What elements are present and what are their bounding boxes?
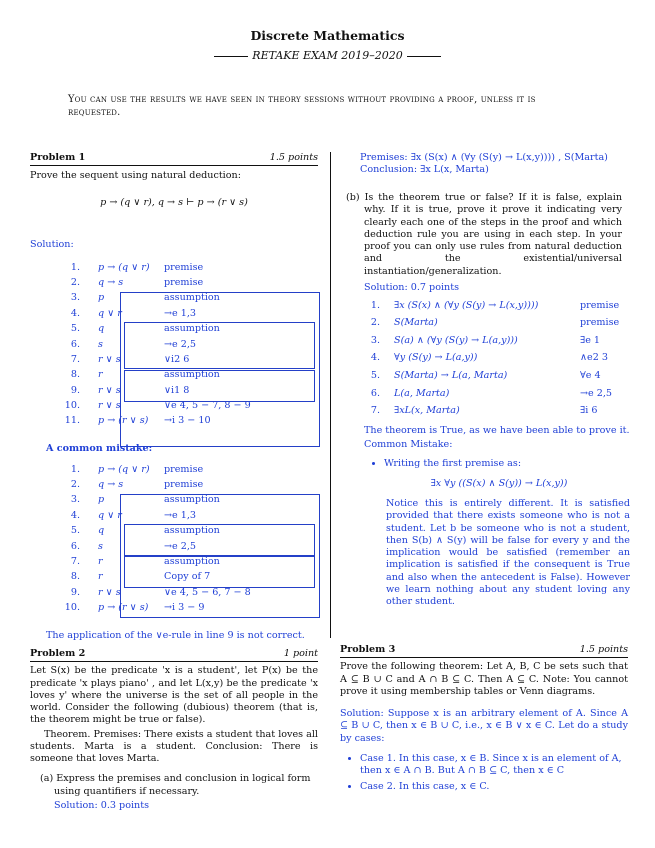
line-number: 3. (70, 292, 80, 304)
proof-row (48, 275, 255, 290)
rule: ∃i 6 (580, 405, 598, 417)
rule: Copy of 7 (164, 571, 211, 583)
line-number: 7. (70, 555, 80, 567)
problem-2-part-a: (a) Express the premises and conclusion in logical form using quantifiers if necessary. (40, 773, 311, 797)
proof-1-case-box-2 (124, 370, 315, 402)
proof-1-case-box-1 (124, 322, 315, 369)
proof-1 (48, 260, 318, 429)
formula: r ∨ s (98, 384, 121, 396)
rule: ∨i1 8 (164, 384, 190, 396)
mistake-note: The application of the ∨e-rule in line 9 is not correct. (46, 630, 305, 641)
formula: q → s (98, 276, 124, 288)
proof-3-table (350, 296, 627, 421)
line-number: 6. (70, 338, 80, 350)
rule: premise (164, 276, 204, 288)
mistake-list (364, 458, 634, 470)
line-number: 7. (370, 405, 380, 417)
rule: ∨e 4, 5 − 7, 8 − 9 (164, 400, 251, 412)
rule: →e 2,5 (580, 387, 613, 399)
problem-2-points: 1 point (283, 648, 318, 659)
formula: p → (r ∨ s) (98, 602, 149, 614)
problem-2-statement: Let S(x) be the predicate 'x is a student', let P(x) be the predicate 'x plays piano' , and let L(x,y) be the predicate 'x loves y' where the universe is the set of all people in the world. Consider the following (dubious) theorem (that is, the theorem might be true or false). (30, 665, 318, 726)
exam-subtitle: RETAKE EXAM 2019–2020 (0, 49, 655, 63)
problem-1-solution-label: Solution: (30, 238, 74, 250)
problem-1 (30, 152, 318, 251)
problem-1-title: Problem 1 (30, 152, 86, 163)
line-number: 2. (370, 317, 380, 329)
proof-row (48, 462, 255, 477)
rule: assumption (164, 323, 220, 335)
problem-3-title: Problem 3 (340, 644, 396, 655)
line-number: 9. (70, 586, 80, 598)
rule: →i 3 − 9 (164, 602, 205, 614)
line-number: 5. (70, 525, 80, 537)
formula: r (98, 571, 103, 583)
rule: assumption (164, 494, 220, 506)
rule: assumption (164, 369, 220, 381)
part-b-question: (b) Is the theorem true or false? If it is false, explain why. If it is true, prove it prove it indicating very clearly each one of the steps in the proof and which deduction rule you are using in each step. In your proof you can only use rules from natural deduction and the existential/universal instantiation/generalization. (346, 192, 622, 277)
case-1: • Case 1. In this case, x ∈ B. Since x is an element of A, then x ∈ A ∩ B. But A ∩ B ⊆ C, then x ∈ C (360, 753, 628, 778)
problem-3-statement: Prove the following theorem: Let A, B, C be sets such that A ⊆ B ∪ C and A ∩ B ⊆ C. Then A ⊆ C. Note: You cannot prove it using membership tables or Venn diagrams. (340, 661, 628, 697)
formula: q ∨ r (98, 307, 122, 319)
rule: →e 1,3 (164, 509, 197, 521)
problem-2-part-b (340, 192, 628, 294)
line-number: 10. (64, 602, 80, 614)
proof-row (48, 260, 255, 275)
formula: S(a) ∧ (∀y (S(y) → L(a,y))) (394, 334, 518, 346)
line-number: 3. (70, 494, 80, 506)
true-note: The theorem is True, as we have been able to prove it. (364, 425, 630, 436)
rule: assumption (164, 292, 220, 304)
problem-2-header (30, 648, 318, 662)
formula: ∀y (S(y) → L(a,y)) (394, 352, 478, 364)
mistake-title: A common mistake: (46, 443, 153, 454)
line-number: 4. (70, 307, 80, 319)
formula: r (98, 555, 103, 567)
line-number: 1. (70, 261, 80, 273)
line-number: 9. (70, 384, 80, 396)
formula: r ∨ s (98, 353, 121, 365)
rule: →e 1,3 (164, 307, 197, 319)
formula: p → (r ∨ s) (98, 415, 149, 427)
formula: q (98, 323, 105, 335)
mistake-explanation: Notice this is entirely different. It is satisfied provided that there exists someone who is not a student. Let b be someone who is not a student, then S(b) ∧ S(y) will be false for every y and the implication would be satisfied (remember an implication is satisfied if the consequent is True and also when the antecedent is False). However we learn nothing about any student loving any other student. (386, 498, 630, 608)
formula: ∃xL(x, Marta) (394, 405, 460, 417)
proof-row (352, 404, 625, 420)
proof-row (352, 386, 625, 402)
line-number: 5. (70, 323, 80, 335)
rule: assumption (164, 555, 220, 567)
common-mistake-label: Common Mistake: (364, 439, 453, 451)
proof-row (352, 368, 625, 384)
line-number: 7. (70, 353, 80, 365)
line-number: 6. (370, 387, 380, 399)
rule: premise (580, 317, 620, 329)
rule: premise (164, 261, 204, 273)
formula: S(Marta) → L(a, Marta) (394, 370, 508, 382)
rule: ∨e 4, 5 − 6, 7 − 8 (164, 586, 251, 598)
formula: p (98, 494, 105, 506)
line-number: 3. (370, 334, 380, 346)
part-b-solution-label: Solution: 0.7 points (364, 281, 460, 293)
problem-2-theorem: Theorem. Premises: There exists a student that loves all students. Marta is a student. Conclusion: There is someone that loves Marta. (30, 728, 318, 765)
line-number: 4. (70, 509, 80, 521)
line-number: 8. (70, 571, 80, 583)
rule: →e 2,5 (164, 540, 197, 552)
problem-2-part-a-solution: Solution: 0.3 points (54, 799, 150, 811)
problem-1-header (30, 152, 318, 166)
formula: L(a, Marta) (394, 387, 450, 399)
rule: assumption (164, 525, 220, 537)
formula: q (98, 525, 105, 537)
problem-3-points: 1.5 points (579, 644, 628, 655)
problem-1-statement: Prove the sequent using natural deduction: (30, 170, 241, 182)
line-number: 10. (64, 400, 80, 412)
problem-3-header (340, 644, 628, 658)
formula: ∃x (S(x) ∧ (∀y (S(y) → L(x,y)))) (394, 299, 539, 311)
formula: q ∨ r (98, 509, 122, 521)
premises-line: Premises: ∃x (S(x) ∧ (∀y (S(y) → L(x,y)))) , S(Marta) (360, 152, 608, 163)
formula: r (98, 369, 103, 381)
rule: premise (164, 463, 204, 475)
true-note-block (340, 425, 634, 608)
course-title: Discrete Mathematics (250, 28, 405, 43)
proof-row (48, 477, 255, 492)
problem-2-title: Problem 2 (30, 648, 86, 659)
problem-2 (30, 648, 318, 812)
formula: r ∨ s (98, 586, 121, 598)
rule: ∨i2 6 (164, 353, 190, 365)
bad-formula: ∃x ∀y ((S(x) ∧ S(y)) → L(x,y)) (430, 477, 568, 489)
problem-1-points: 1.5 points (269, 152, 318, 163)
formula: s (98, 338, 103, 350)
formula: r ∨ s (98, 400, 121, 412)
rule: ∧e2 3 (580, 352, 608, 364)
proof-row (352, 333, 625, 349)
line-number: 6. (70, 540, 80, 552)
formula: p → (q ∨ r) (98, 463, 150, 475)
rule: ∃e 1 (580, 334, 601, 346)
exam-header (0, 28, 655, 63)
line-number: 1. (70, 463, 80, 475)
rule: →e 2,5 (164, 338, 197, 350)
case-2: • Case 2. In this case, x ∈ C. (360, 781, 628, 793)
intro-note: You can use the results we have seen in theory sessions without providing a proof, unless it is requested. (68, 94, 536, 118)
mistake-proof-case-box-1 (124, 524, 315, 556)
problem-3-solution: Solution: Suppose x is an arbitrary element of A. Since A ⊆ B ∪ C, then x ∈ B ∪ C, i.e., x ∈ B ∨ x ∈ C. Let do a study by cases: (340, 708, 628, 744)
line-number: 8. (70, 369, 80, 381)
line-number: 1. (370, 299, 380, 311)
formula: s (98, 540, 103, 552)
line-number: 4. (370, 352, 380, 364)
rule: premise (580, 299, 620, 311)
column-divider (330, 152, 331, 638)
line-number: 2. (70, 276, 80, 288)
formula: p → (q ∨ r) (98, 261, 150, 273)
rule: →i 3 − 10 (164, 415, 211, 427)
rule: ∀e 4 (580, 370, 601, 382)
conclusion-line: Conclusion: ∃x L(x, Marta) (360, 164, 489, 176)
proof-row (352, 351, 625, 367)
problem-1-sequent: p → (q ∨ r), q → s ⊢ p → (r ∨ s) (100, 196, 248, 208)
line-number: 5. (370, 370, 380, 382)
problem-2-premises (340, 152, 630, 177)
formula: S(Marta) (394, 317, 438, 329)
line-number: 11. (64, 415, 80, 427)
line-number: 2. (70, 478, 80, 490)
mistake-proof-case-box-2 (124, 556, 315, 588)
problem-3-cases (340, 753, 628, 794)
mistake-bullet: • Writing the first premise as: (384, 458, 634, 470)
rule: premise (164, 478, 204, 490)
mistake-proof (48, 462, 318, 616)
proof-row (352, 298, 625, 314)
problem-3 (340, 644, 628, 798)
formula: q → s (98, 478, 124, 490)
formula: p (98, 292, 105, 304)
proof-3 (350, 296, 640, 421)
proof-row (352, 316, 625, 332)
